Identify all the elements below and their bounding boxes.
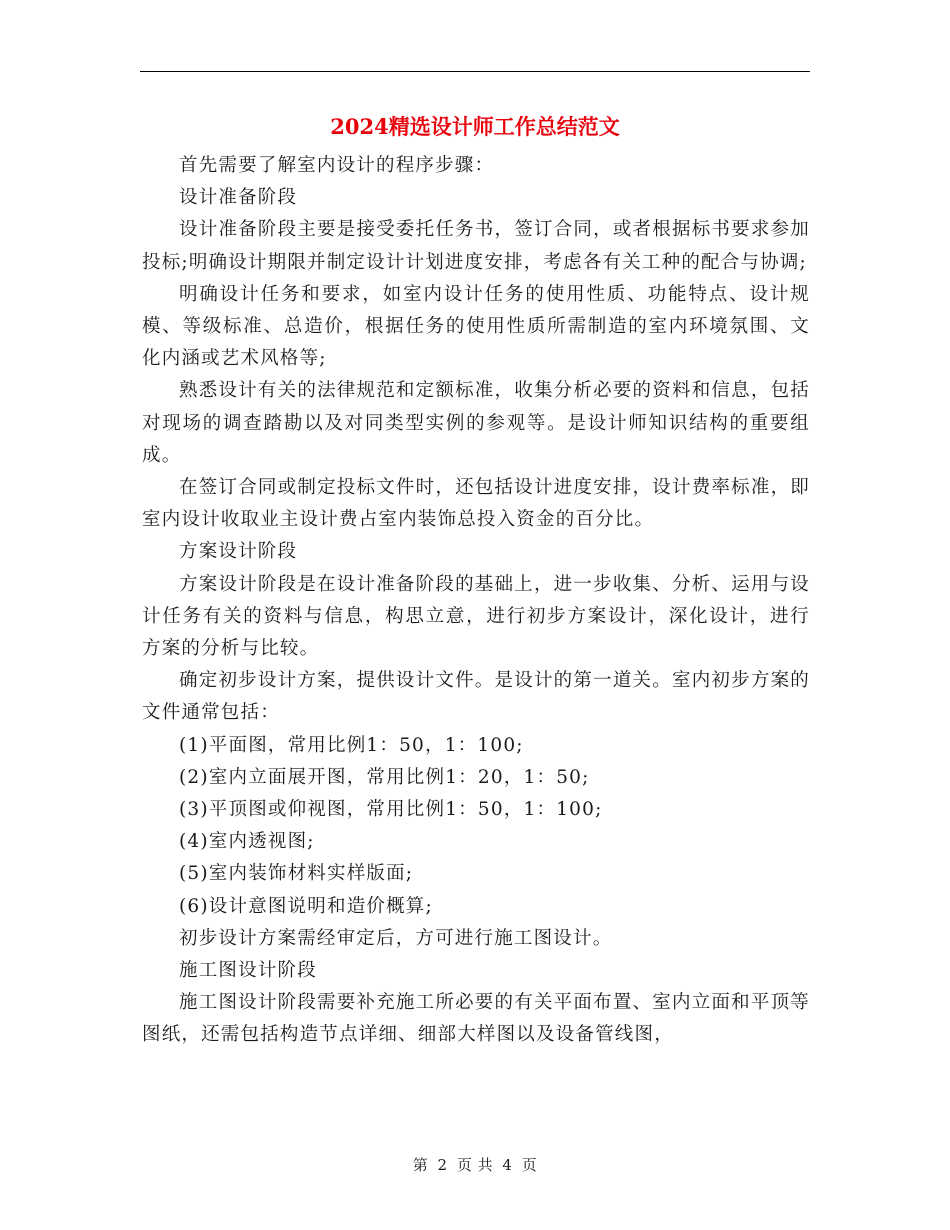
paragraph: 施工图设计阶段需要补充施工所必要的有关平面布置、室内立面和平顶等图纸，还需包括构造节点详细、细部大样图以及设备管线图， xyxy=(142,992,810,1046)
list-item: (3)平顶图或仰视图，常用比例1：50，1：100; xyxy=(179,799,603,821)
footer-middle: 页 共 xyxy=(456,1156,494,1174)
paragraph: 首先需要了解室内设计的程序步骤： xyxy=(179,155,495,176)
list-item: (5)室内装饰材料实样版面; xyxy=(179,863,414,885)
paragraph: 初步设计方案需经审定后，方可进行施工图设计。 xyxy=(179,927,613,949)
footer-suffix: 页 xyxy=(521,1156,538,1174)
document-title: 2024精选设计师工作总结范文 xyxy=(330,114,620,139)
page-footer xyxy=(0,1153,950,1177)
paragraph: 在签订合同或制定投标文件时，还包括设计进度安排，设计费率标准，即室内设计收取业主设计费占室内装饰总投入资金的百分比。 xyxy=(142,477,810,531)
footer-prefix: 第 xyxy=(412,1156,429,1174)
list-item: (1)平面图，常用比例1：50，1：100; xyxy=(179,734,524,756)
section-heading: 设计准备阶段 xyxy=(179,187,298,209)
paragraph: 明确设计任务和要求，如室内设计任务的使用性质、功能特点、设计规模、等级标准、总造价，根据任务的使用性质所需制造的室内环境氛围、文化内涵或艺术风格等; xyxy=(142,283,810,370)
paragraph: 设计准备阶段主要是接受委托任务书，签订合同，或者根据标书要求参加投标;明确设计期限并制定设计计划进度安排，考虑各有关工种的配合与协调; xyxy=(142,219,810,273)
list-item: (6)设计意图说明和造价概算; xyxy=(179,895,433,917)
footer-total-pages: 4 xyxy=(502,1156,513,1174)
section-heading: 方案设计阶段 xyxy=(179,541,298,563)
header-rule xyxy=(140,71,810,72)
paragraph: 熟悉设计有关的法律规范和定额标准，收集分析必要的资料和信息，包括对现场的调查踏勘以及对同类型实例的参观等。是设计师知识结构的重要组成。 xyxy=(142,380,810,466)
paragraph: 确定初步设计方案，提供设计文件。是设计的第一道关。室内初步方案的文件通常包括： xyxy=(142,670,810,724)
list-item: (4)室内透视图; xyxy=(179,831,315,853)
document-body xyxy=(142,150,810,1052)
paragraph: 方案设计阶段是在设计准备阶段的基础上，进一步收集、分析、运用与设计任务有关的资料与信息，构思立意，进行初步方案设计，深化设计，进行方案的分析与比较。 xyxy=(142,573,810,660)
section-heading: 施工图设计阶段 xyxy=(179,960,317,982)
footer-current-page: 2 xyxy=(437,1156,448,1174)
list-item: (2)室内立面展开图，常用比例1：20，1：50; xyxy=(179,766,590,788)
